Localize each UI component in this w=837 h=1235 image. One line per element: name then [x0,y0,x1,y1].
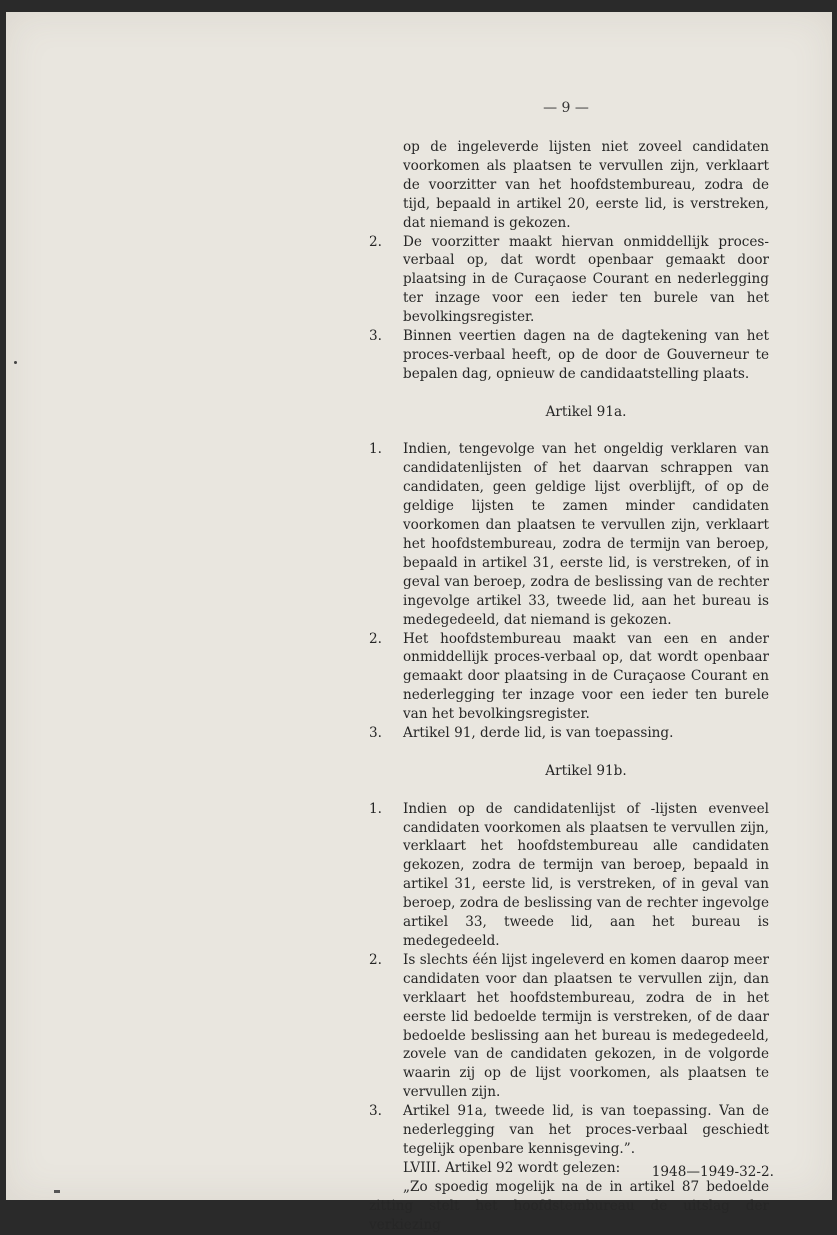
item-number: 2. [369,951,382,968]
list-item [369,630,769,725]
article-heading-91a: Artikel 91a. [545,403,627,420]
item-text: Artikel 91a, tweede lid, is van toepassing. Van de nederlegging van het proces-verbaal geschiedt tegelijk openbare kennisgeving.”. [403,1103,769,1157]
intro-paragraph: op de ingeleverde lijsten niet zoveel candidaten voorkomen als plaatsen te vervullen zijn, verklaart de voorzitter van het hoofdstembureau, zodra de tijd, bepaald in artikel 20, eerste lid, is verstreken, dat niemand is gekozen. [403,139,769,231]
item-text: Is slechts één lijst ingeleverd en komen daarop meer candidaten voor dan plaatsen te vervullen zijn, dan verklaart het hoofdstembureau, zodra de in het eerste lid bedoelde termijn is verstreken, of de daar bedoelde beslissing aan het bureau is medegedeeld, zovele van de candidaten gekozen, in de volgorde waarin zij op de lijst voorkomen, als plaatsen te vervullen zijn. [403,951,769,1101]
item-number: 2. [369,233,382,250]
item-text: Binnen veertien dagen na de dagtekening van het proces-verbaal heeft, op de door de Gouverneur te bepalen dag, opnieuw de candidaatstelling plaats. [403,328,769,382]
page-number: — 9 — [543,100,589,116]
edge-mark [54,1190,60,1193]
item-number: 3. [369,1103,382,1120]
article-heading-91b: Artikel 91b. [545,762,627,779]
list-item [369,327,769,384]
list-item [369,440,769,629]
item-number: 2. [369,630,382,647]
item-text: Indien op de candidatenlijst of -lijsten evenveel candidaten voorkomen als plaatsen te vervullen zijn, verklaart het hoofdstembureau alle candidaten gekozen, zodra de termijn van beroep, bepaald in artikel 31, eerste lid, is verstreken, of in geval van beroep, zodra de beslissing van de rechter ingevolge artikel 33, tweede lid, aan het bureau is medegedeeld. [403,800,769,949]
item-text: Indien, tengevolge van het ongeldig verklaren van candidatenlijsten of het daarvan schrappen van candidaten, geen geldige lijst overblijft, of op de geldige lijsten te zamen minder candidaten voorkomen dan plaatsen te vervullen zijn, verklaart het hoofdstembureau, zodra de termijn van beroep, bepaald in artikel 31, eerste lid, is verstreken, of in geval van beroep, zodra de beslissing van de rechter ingevolge artikel 33, tweede lid, aan het bureau is medegedeeld, dat niemand is gekozen. [403,441,769,628]
item-number: 3. [369,725,382,742]
amendment-line: LVIII. Artikel 92 wordt gelezen: [403,1159,621,1176]
list-item [369,800,769,951]
body-text [369,138,769,1235]
quote-text: „Zo spoedig mogelijk na de in artikel 87 bedoelde zitting stelt het hoofdstembureau de uitslag der verkiezing [369,1178,769,1233]
list-item [369,724,769,743]
document-page [6,12,832,1233]
item-number: 3. [369,328,382,345]
footer-code: 1948—1949-32-2. [651,1164,774,1180]
item-number: 1. [369,800,382,817]
list-item [369,233,769,328]
item-text: Het hoofdstembureau maakt van een en ander onmiddellijk proces-verbaal op, dat wordt openbaar gemaakt door plaatsing in de Curaçaose Courant en nederlegging ter inzage voor een ieder ten burele van het bevolkingsregister. [403,630,769,723]
item-text: De voorzitter maakt hiervan onmiddellijk proces-verbaal op, dat wordt openbaar gemaakt door plaatsing in de Curaçaose Courant en nederlegging ter inzage voor een ieder ten burele van het bevolkingsregister. [403,233,769,326]
margin-speck [14,361,17,364]
item-number: 1. [369,441,382,458]
item-text: Artikel 91, derde lid, is van toepassing. [403,725,674,742]
list-item [369,1102,769,1159]
list-item [369,951,769,1102]
quoted-article-text [369,1178,769,1235]
